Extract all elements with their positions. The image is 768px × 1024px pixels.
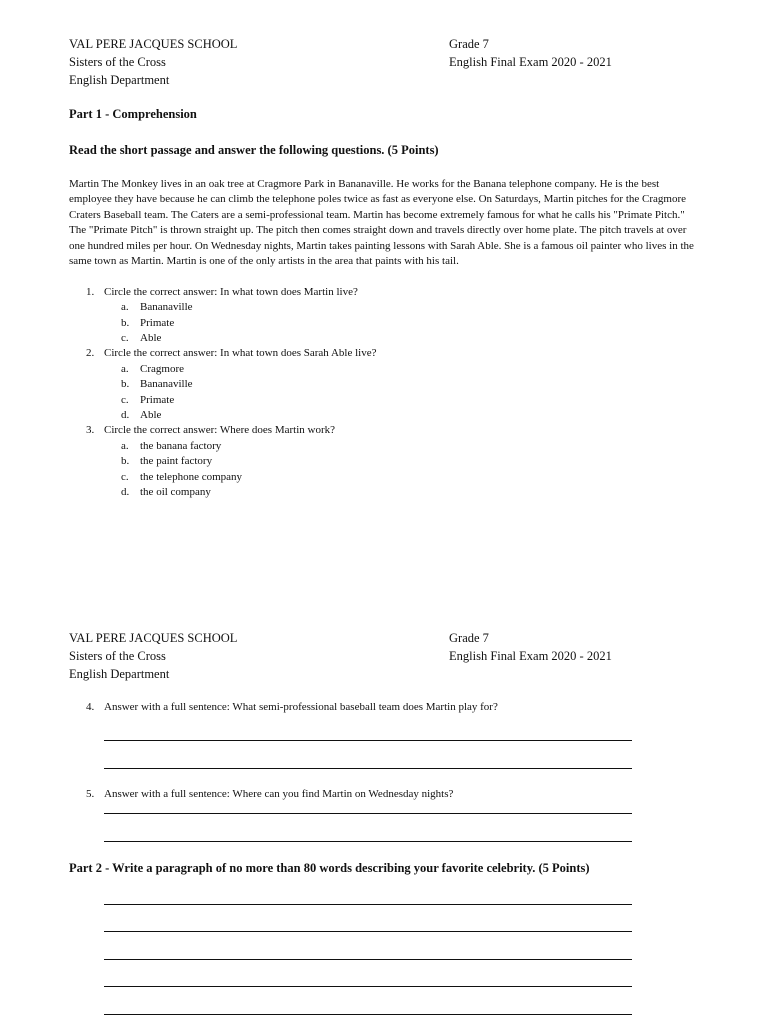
- question-text: Answer with a full sentence: What semi-professional baseball team does Martin play for?: [104, 701, 498, 713]
- answer-line[interactable]: [104, 904, 632, 905]
- question-text: Circle the correct answer: In what town does Sarah Able live?: [104, 347, 377, 359]
- question-3-option-d[interactable]: [121, 485, 211, 500]
- option-text: Primate: [140, 394, 175, 406]
- question-3-option-c[interactable]: [121, 470, 242, 485]
- question-5: [86, 787, 453, 802]
- question-2-option-c[interactable]: [121, 393, 174, 408]
- answer-line[interactable]: [104, 841, 632, 842]
- question-2: [86, 346, 376, 361]
- question-text: Answer with a full sentence: Where can you find Martin on Wednesday nights?: [104, 788, 454, 800]
- question-number: 5.: [86, 788, 95, 800]
- question-2-option-d[interactable]: [121, 408, 161, 423]
- school-name: VAL PERE JACQUES SCHOOL: [69, 631, 238, 645]
- option-letter: d.: [121, 486, 130, 498]
- question-1-option-c[interactable]: [121, 331, 161, 346]
- grade-label: Grade 7: [449, 37, 489, 51]
- question-3-option-b[interactable]: [121, 454, 212, 469]
- header-left: [69, 35, 237, 89]
- congregation-name: Sisters of the Cross: [69, 649, 166, 663]
- option-text: Able: [140, 332, 162, 344]
- question-2-option-b[interactable]: [121, 377, 193, 392]
- part2-title: Part 2 - Write a paragraph of no more than 80 words describing your favorite celebrity. (5 Points): [69, 861, 590, 875]
- answer-line[interactable]: [104, 768, 632, 769]
- option-letter: a.: [121, 440, 129, 452]
- option-letter: b.: [121, 378, 130, 390]
- header-right: [449, 35, 612, 71]
- department-name: English Department: [69, 73, 170, 87]
- answer-line[interactable]: [104, 931, 632, 932]
- answer-line[interactable]: [104, 986, 632, 987]
- header-right: [449, 629, 612, 665]
- question-3-option-a[interactable]: [121, 439, 221, 454]
- question-4: [86, 700, 498, 715]
- congregation-name: Sisters of the Cross: [69, 55, 166, 69]
- question-number: 3.: [86, 424, 95, 436]
- option-letter: a.: [121, 363, 129, 375]
- answer-line[interactable]: [104, 813, 632, 814]
- option-text: Bananaville: [140, 301, 193, 313]
- option-text: the banana factory: [140, 440, 222, 452]
- question-1-option-b[interactable]: [121, 316, 174, 331]
- exam-title: English Final Exam 2020 - 2021: [449, 55, 612, 69]
- option-letter: c.: [121, 394, 129, 406]
- exam-title: English Final Exam 2020 - 2021: [449, 649, 612, 663]
- part1-instruction: Read the short passage and answer the following questions. (5 Points): [69, 143, 439, 157]
- question-text: Circle the correct answer: In what town does Martin live?: [104, 286, 358, 298]
- question-text: Circle the correct answer: Where does Martin work?: [104, 424, 336, 436]
- answer-line[interactable]: [104, 740, 632, 741]
- answer-line[interactable]: [104, 959, 632, 960]
- option-text: the oil company: [140, 486, 211, 498]
- option-letter: b.: [121, 317, 130, 329]
- question-1: [86, 285, 358, 300]
- school-name: VAL PERE JACQUES SCHOOL: [69, 37, 238, 51]
- option-text: Bananaville: [140, 378, 193, 390]
- header-left: [69, 629, 237, 683]
- option-text: the paint factory: [140, 455, 213, 467]
- part1-title: Part 1 - Comprehension: [69, 107, 197, 121]
- question-3: [86, 423, 335, 438]
- question-1-option-a[interactable]: [121, 300, 193, 315]
- option-letter: d.: [121, 409, 130, 421]
- question-number: 1.: [86, 286, 95, 298]
- reading-passage: Martin The Monkey lives in an oak tree at Cragmore Park in Bananaville. He works for the Banana telephone company. He is the best employee they have because he can climb the telephone poles twice as fast as everyone else. On Saturdays, Martin pitches for the Cragmore Craters Baseball team. The Caters are a semi-professional team. Martin has become extremely famous for what he calls his "Primate Pitch." The "Primate Pitch" is thrown straight up. The pitch then comes straight down and travels directly over home plate. The pitch travels at over one hundred miles per hour. On Wednesday nights, Martin takes painting lessons with Sarah Able. She is a famous oil painter who lives in the same town as Martin. Martin is one of the only artists in the area that paints with his tail.: [69, 178, 694, 268]
- option-letter: c.: [121, 471, 129, 483]
- option-letter: c.: [121, 332, 129, 344]
- option-text: Cragmore: [140, 363, 184, 375]
- option-text: the telephone company: [140, 471, 243, 483]
- option-letter: b.: [121, 455, 130, 467]
- grade-label: Grade 7: [449, 631, 489, 645]
- option-letter: a.: [121, 301, 129, 313]
- question-number: 2.: [86, 347, 95, 359]
- question-2-option-a[interactable]: [121, 362, 184, 377]
- option-text: Primate: [140, 317, 175, 329]
- department-name: English Department: [69, 667, 170, 681]
- option-text: Able: [140, 409, 162, 421]
- answer-line[interactable]: [104, 1014, 632, 1015]
- question-number: 4.: [86, 701, 95, 713]
